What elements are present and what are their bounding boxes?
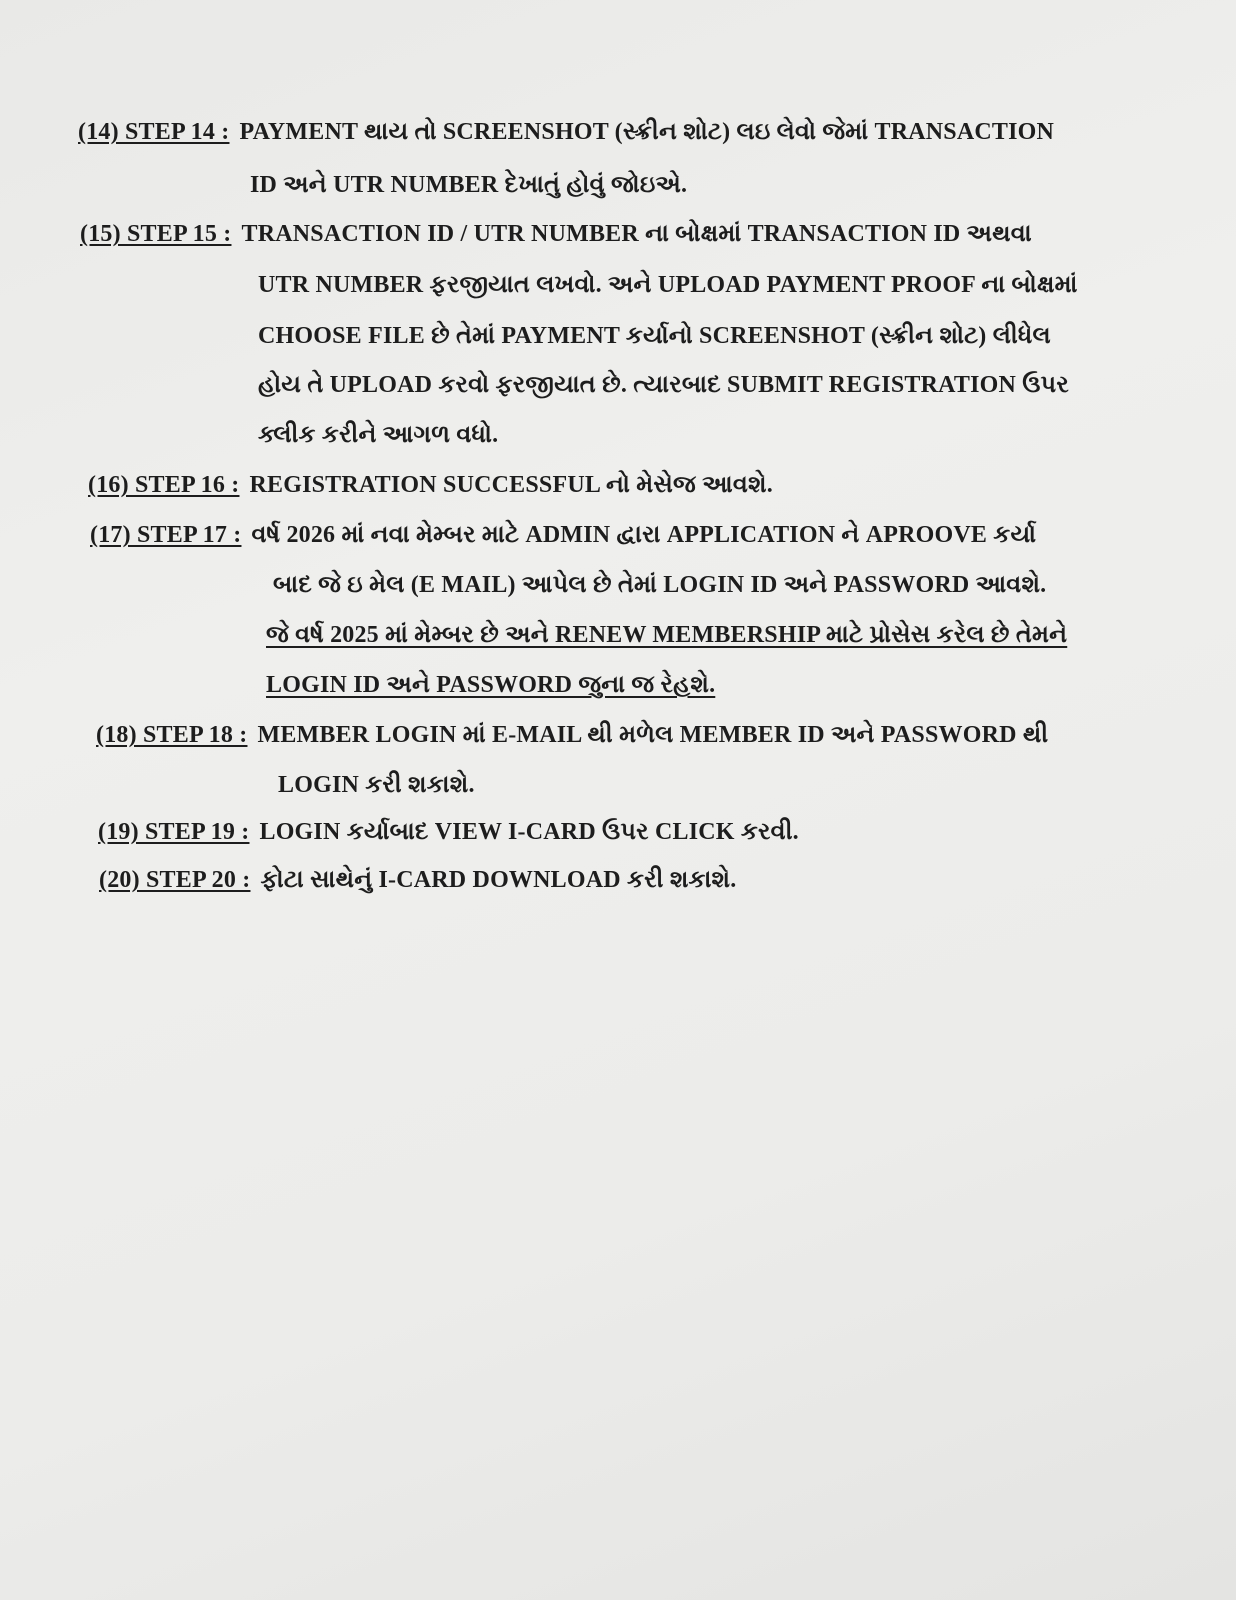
step-18-label: (18) STEP 18 : bbox=[96, 722, 248, 748]
step-15-line-2: UTR NUMBER ફરજીયાત લખવો. અને UPLOAD PAYMENT PROOF ના બોક્ષમાં bbox=[258, 272, 1078, 298]
step-16-line-1 bbox=[88, 470, 773, 500]
step-19-text-1: LOGIN કર્યાબાદ VIEW I-CARD ઉપર CLICK કરવી. bbox=[259, 819, 799, 845]
step-14-text-1: PAYMENT થાય તો SCREENSHOT (સ્ક્રીન શોટ) લઇ લેવો જેમાં TRANSACTION bbox=[239, 119, 1055, 145]
step-20-line-1 bbox=[99, 865, 736, 895]
step-17-line-2: બાદ જે ઇ મેલ (E MAIL) આપેલ છે તેમાં LOGIN ID અને PASSWORD આવશે. bbox=[273, 572, 1047, 598]
step-17-text-1: વર્ષ 2026 માં નવા મેમ્બર માટે ADMIN દ્વારા APPLICATION ને APROOVE કર્યા bbox=[251, 522, 1037, 548]
step-15-text-1: TRANSACTION ID / UTR NUMBER ના બોક્ષમાં TRANSACTION ID અથવા bbox=[241, 221, 1032, 247]
step-18-line-2: LOGIN કરી શકાશે. bbox=[278, 772, 475, 798]
step-20-text-1: ફોટા સાથેનું I-CARD DOWNLOAD કરી શકાશે. bbox=[260, 867, 737, 893]
step-16-text-1: REGISTRATION SUCCESSFUL નો મેસેજ આવશે. bbox=[249, 472, 773, 498]
step-18-text-1: MEMBER LOGIN માં E-MAIL થી મળેલ MEMBER ID અને PASSWORD થી bbox=[257, 722, 1049, 748]
step-14-line-1 bbox=[78, 117, 1054, 147]
step-17-label: (17) STEP 17 : bbox=[90, 522, 242, 548]
step-18-line-1 bbox=[96, 720, 1048, 750]
step-14-line-2: ID અને UTR NUMBER દેખાતું હોવું જોઇએ. bbox=[250, 172, 688, 198]
step-15-label: (15) STEP 15 : bbox=[80, 221, 232, 247]
step-19-label: (19) STEP 19 : bbox=[98, 819, 250, 845]
step-15-line-3: CHOOSE FILE છે તેમાં PAYMENT કર્યાનો SCREENSHOT (સ્ક્રીન શોટ) લીધેલ bbox=[258, 323, 1051, 349]
step-17-line-1 bbox=[90, 520, 1036, 550]
step-15-line-4: હોય તે UPLOAD કરવો ફરજીયાત છે. ત્યારબાદ SUBMIT REGISTRATION ઉપર bbox=[258, 372, 1069, 398]
step-19-line-1 bbox=[98, 817, 799, 847]
step-15-line-5: ક્લીક કરીને આગળ વધો. bbox=[258, 422, 499, 448]
step-15-line-1 bbox=[80, 219, 1032, 249]
step-20-label: (20) STEP 20 : bbox=[99, 867, 251, 893]
step-17-line-4: LOGIN ID અને PASSWORD જુના જ રેહશે. bbox=[266, 672, 716, 698]
step-16-label: (16) STEP 16 : bbox=[88, 472, 240, 498]
step-17-line-3: જે વર્ષ 2025 માં મેમ્બર છે અને RENEW MEMBERSHIP માટે પ્રોસેસ કરેલ છે તેમને bbox=[266, 622, 1068, 648]
step-14-label: (14) STEP 14 : bbox=[78, 119, 230, 145]
